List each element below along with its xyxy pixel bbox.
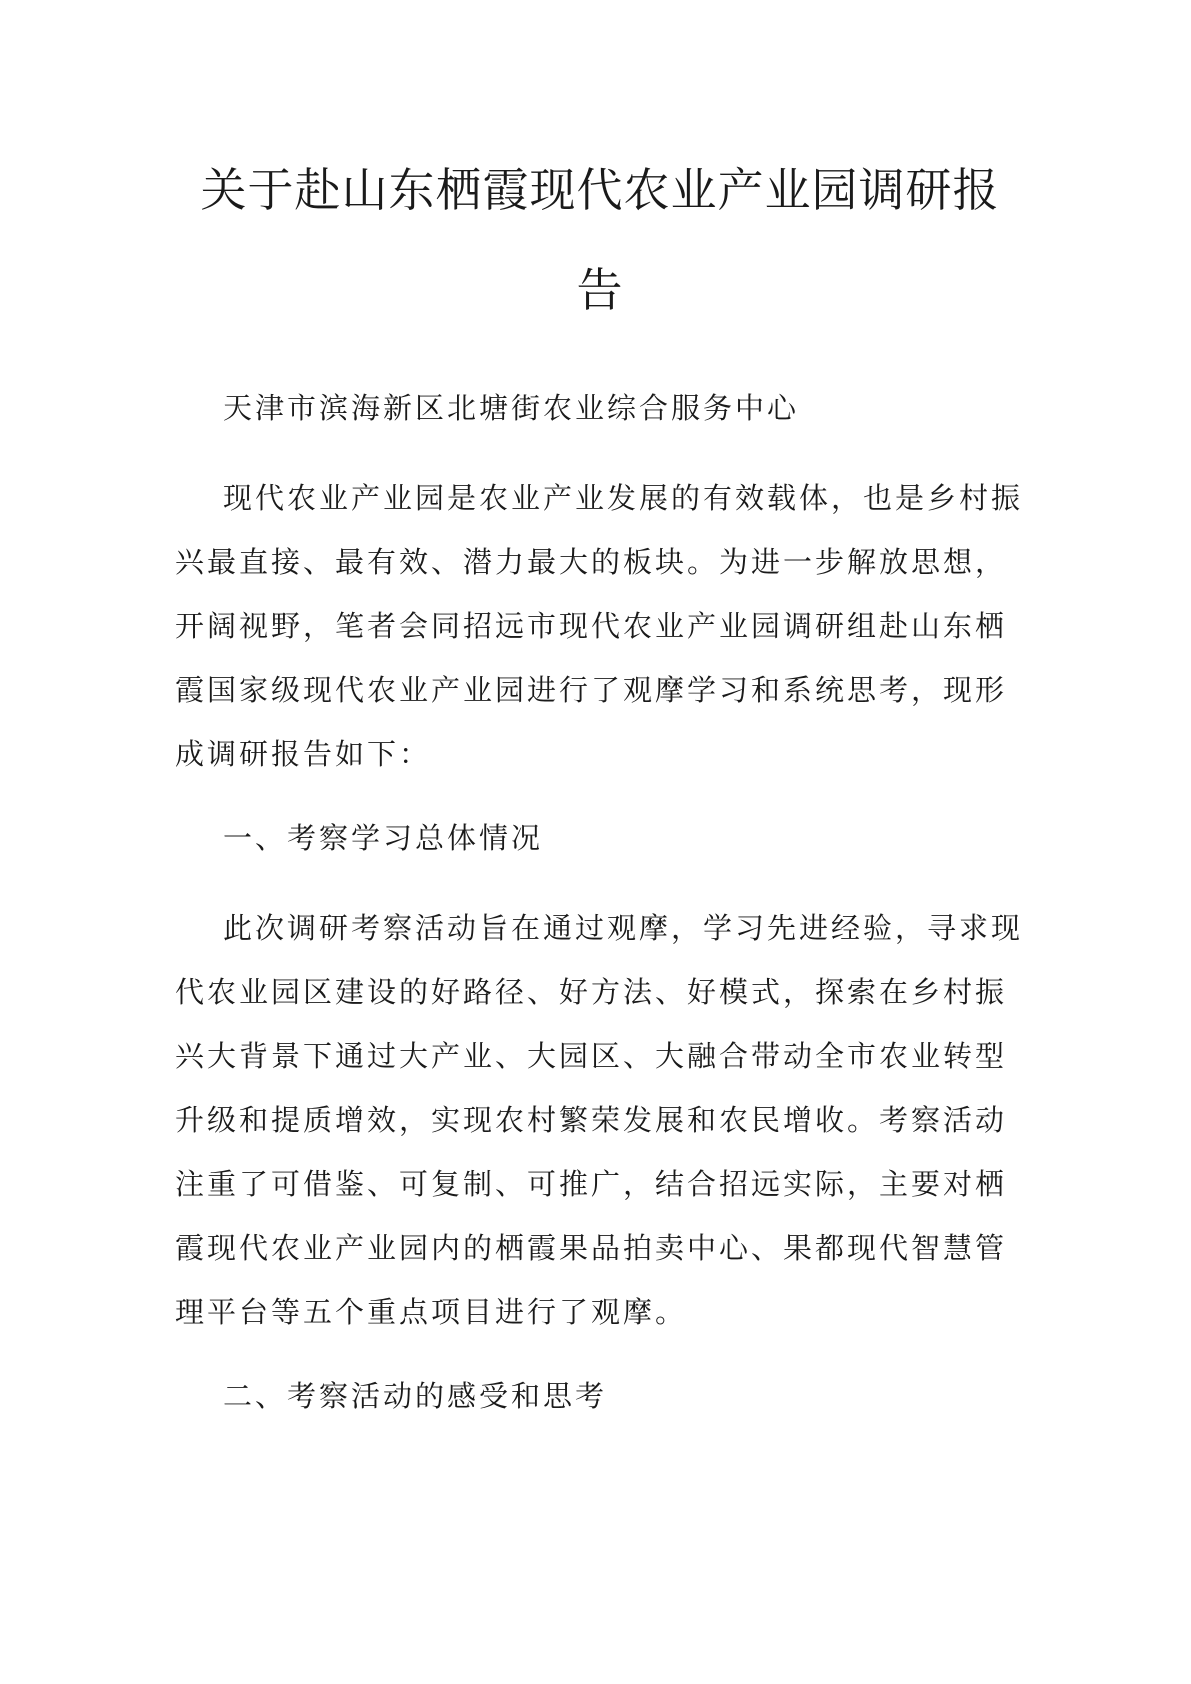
paragraph-line: 理平台等五个重点项目进行了观摩。: [175, 1295, 688, 1329]
section-1-paragraph: [175, 896, 1035, 1344]
intro-paragraph: [175, 466, 1035, 786]
document-title: [160, 140, 1040, 340]
paragraph-line: 兴最直接、最有效、潜力最大的板块。为进一步解放思想，: [175, 545, 1008, 579]
paragraph-line: 升级和提质增效，实现农村繁荣发展和农民增收。考察活动: [175, 1103, 1008, 1137]
paragraph-line: 兴大背景下通过大产业、大园区、大融合带动全市农业转型: [175, 1039, 1008, 1073]
paragraph-line: 注重了可借鉴、可复制、可推广，结合招远实际，主要对栖: [175, 1167, 1008, 1201]
paragraph-line: 此次调研考察活动旨在通过观摩，学习先进经验，寻求现: [223, 911, 1024, 945]
paragraph-line: 现代农业产业园是农业产业发展的有效载体，也是乡村振: [223, 481, 1024, 515]
paragraph-line: 霞现代农业产业园内的栖霞果品拍卖中心、果都现代智慧管: [175, 1231, 1008, 1265]
paragraph-line: 代农业园区建设的好路径、好方法、好模式，探索在乡村振: [175, 975, 1008, 1009]
section-heading-2: 二、考察活动的感受和思考: [223, 1379, 608, 1413]
title-line: 关于赴山东栖霞现代农业产业园调研报: [200, 163, 1000, 217]
paragraph-line: 成调研报告如下：: [175, 737, 432, 771]
paragraph-line: 开阔视野，笔者会同招远市现代农业产业园调研组赴山东栖: [175, 609, 1008, 643]
author-organization: 天津市滨海新区北塘街农业综合服务中心: [223, 391, 800, 425]
section-heading-1: 一、考察学习总体情况: [223, 821, 544, 855]
paragraph-line: 霞国家级现代农业产业园进行了观摩学习和系统思考，现形: [175, 673, 1008, 707]
title-line: 告: [576, 263, 624, 317]
